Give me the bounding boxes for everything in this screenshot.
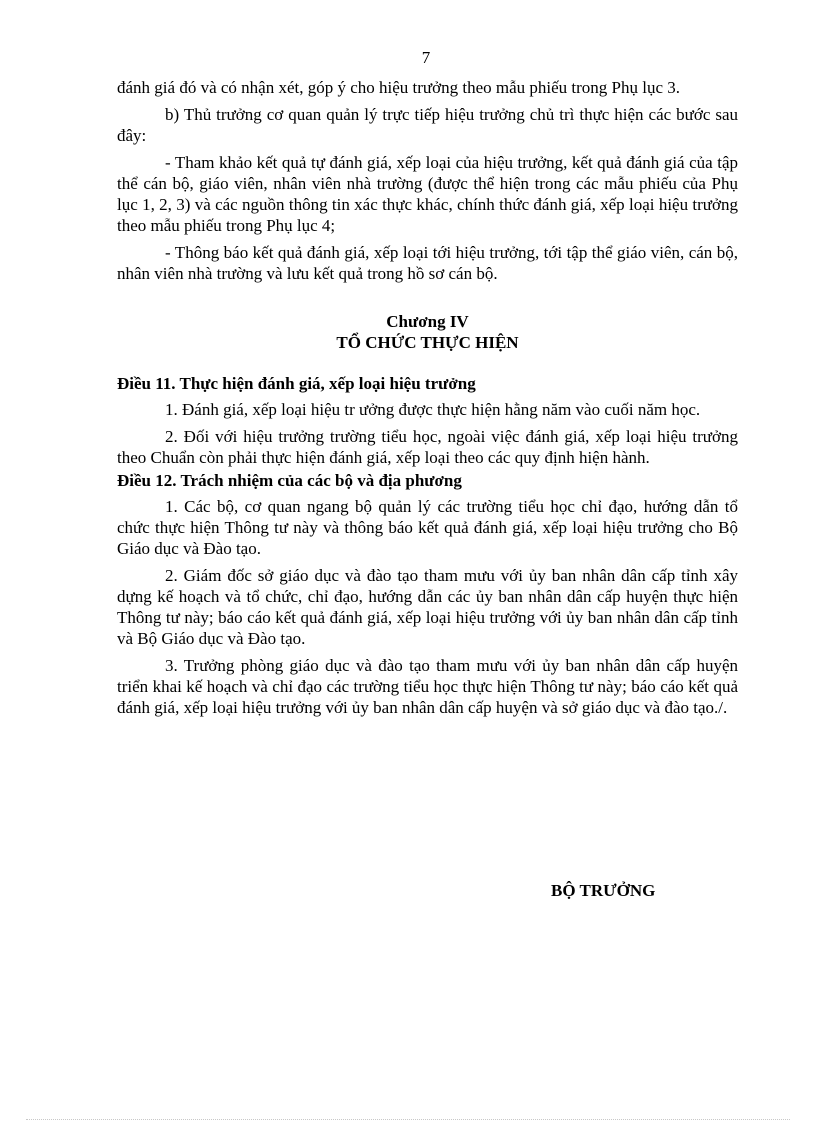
paragraph-bullet-notify: - Thông báo kết quả đánh giá, xếp loại tới hiệu trưởng, tới tập thể giáo viên, cán bộ, nhân viên nhà trường và lưu kết quả trong hồ sơ cán bộ. — [117, 243, 738, 283]
page-number: 7 — [421, 48, 431, 67]
article-12-item-2: 2. Giám đốc sở giáo dục và đào tạo tham mưu với ủy ban nhân dân cấp tỉnh xây dựng kế hoạch và tổ chức, chỉ đạo, hướng dẫn các ủy ban nhân dân cấp huyện thực hiện Thông tư này; báo cáo kết quả đánh giá, xếp loại hiệu trưởng với ủy ban nhân dân cấp tỉnh và Bộ Giáo dục và Đào tạo. — [117, 566, 738, 648]
chapter-label: Chương IV — [386, 312, 469, 331]
article-11-item-1: 1. Đánh giá, xếp loại hiệu tr ưởng được thực hiện hằng năm vào cuối năm học. — [165, 400, 701, 419]
article-12-heading: Điều 12. Trách nhiệm của các bộ và địa phương — [117, 471, 462, 490]
paragraph-item-b: b) Thủ trưởng cơ quan quản lý trực tiếp hiệu trưởng chủ trì thực hiện các bước sau đây: — [117, 105, 738, 145]
signature-title: BỘ TRƯỞNG — [551, 881, 656, 900]
page-bottom-divider — [26, 1119, 790, 1120]
document-body — [117, 77, 738, 718]
chapter-title: TỔ CHỨC THỰC HIỆN — [336, 333, 519, 352]
article-11-item-2: 2. Đối với hiệu trưởng trường tiểu học, ngoài việc đánh giá, xếp loại hiệu trưởng theo Chuẩn còn phải thực hiện đánh giá, xếp loại theo các quy định hiện hành. — [117, 427, 738, 467]
article-12-item-1: 1. Các bộ, cơ quan ngang bộ quản lý các trường tiểu học chỉ đạo, hướng dẫn tổ chức thực hiện Thông tư này và thông báo kết quả đánh giá, xếp loại hiệu trưởng cho Bộ Giáo dục và Đào tạo. — [117, 497, 738, 558]
article-11-heading: Điều 11. Thực hiện đánh giá, xếp loại hiệu trưởng — [117, 374, 476, 393]
article-12-item-3: 3. Trưởng phòng giáo dục và đào tạo tham mưu với ủy ban nhân dân cấp huyện triển khai kế hoạch và chỉ đạo các trường tiểu học thực hiện Thông tư này; báo cáo kết quả đánh giá, xếp loại hiệu trưởng với ủy ban nhân dân cấp huyện và sở giáo dục và đào tạo./. — [117, 656, 738, 717]
paragraph-continuation: đánh giá đó và có nhận xét, góp ý cho hiệu trưởng theo mẫu phiếu trong Phụ lục 3. — [117, 78, 681, 97]
paragraph-bullet-consult: - Tham khảo kết quả tự đánh giá, xếp loại của hiệu trưởng, kết quả đánh giá của tập thể cán bộ, giáo viên, nhân viên nhà trường (được thể hiện trong các mẫu phiếu của Phụ lục 1, 2, 3) và các nguồn thông tin xác thực khác, chính thức đánh giá, xếp loại hiệu trưởng theo mẫu phiếu trong Phụ lục 4; — [117, 153, 738, 235]
